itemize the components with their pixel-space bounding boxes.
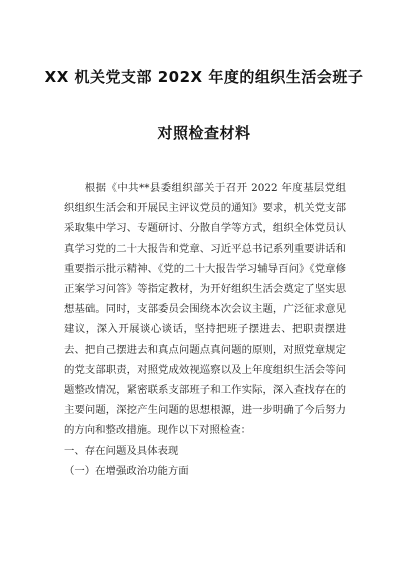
document-body — [64, 178, 346, 481]
document-title-line-1: XX 机关党支部 202X 年度的组织生活会班子 — [44, 68, 364, 86]
subsection-heading: （一）在增强政治功能方面 — [64, 464, 189, 477]
document-title-line-2: 对照检查材料 — [157, 124, 251, 142]
intro-paragraph: 根据《中共**县委组织部关于召开 2022 年度基层党组织组织生活会和开展民主评议党员的通知》要求，机关党支部采取集中学习、专题研讨、分散自学等方式，组织全体党员认真学习党的二十大报告和党章、习近平总书记系列重要讲话和重要指示批示精神、《党的二十大报告学习辅导百问》《党章修正案学习问答》等指定教材，为开好组织生活会奠定了坚实思想基础。同时，支部委员会围绕本次会议主题，广泛征求意见建议，深入开展谈心谈话，坚持把班子摆进去、把职责摆进去、把自己摆进去和真点问题点真问题的原则，对照党章规定的党支部职责，对照党成效视巡察以及上年度组织生活会等问题整改情况，紧密联系支部班子和工作实际，深入查找存在的主要问题，深挖产生问题的思想根源，进一步明确了今后努力的方向和整改措施。现作以下对照检查： — [64, 182, 346, 437]
section-heading: 一、存在问题及具体表现 — [64, 444, 179, 457]
